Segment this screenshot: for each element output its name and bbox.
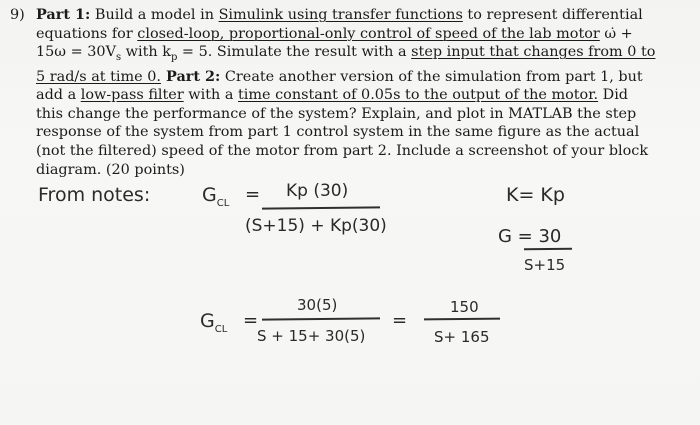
equals-sign: = (245, 184, 261, 205)
gcl-letter: G (202, 184, 217, 206)
text-segment: to represent differential (462, 7, 643, 23)
text-segment: equations for (36, 25, 138, 42)
fraction-bar-2 (262, 317, 380, 320)
text-segment: = 5. Simulate the result with a (177, 44, 412, 61)
fraction-bar-1 (262, 206, 380, 209)
gcl-subscript: CL (216, 197, 230, 209)
equals-sign-2: = (243, 310, 259, 331)
denominator-1: (S+15) + Kp(30) (245, 216, 387, 236)
problem-line-1 (10, 6, 690, 25)
problem-line-6: this change the performance of the system? Explain, and plot in MATLAB the step (36, 105, 637, 122)
denominator-2: S + 15+ 30(5) (257, 327, 366, 345)
part2-label: Part 2: (161, 67, 221, 85)
equals-sign-3: = (392, 310, 408, 331)
numerator-3: 150 (450, 298, 479, 316)
text-segment: Did (598, 87, 629, 104)
underlined-text: closed-loop, proportional-only control of speed of the lab motor (137, 25, 600, 42)
subscript: p (170, 52, 178, 64)
problem-line-4 (10, 68, 690, 87)
gcl2-symbol (200, 310, 227, 335)
subscript: s (115, 52, 122, 64)
problem-line-3 (10, 43, 690, 67)
numerator-2: 30(5) (297, 296, 338, 314)
text-segment: Build a model in (90, 7, 219, 23)
text-segment: ω̇ + (599, 25, 633, 42)
problem-line-8: (not the filtered) speed of the motor from part 2. Include a screenshot of your block (36, 143, 649, 160)
gcl2-letter: G (200, 310, 215, 332)
fraction-bar-3 (424, 318, 500, 321)
underlined-text: 5 rad/s at time 0. (36, 68, 161, 85)
text-segment: with k (121, 44, 171, 61)
from-notes-label: From notes: (38, 184, 151, 206)
text-segment: Create another version of the simulation from part 1, but (220, 68, 643, 85)
k-equation: K= Kp (506, 184, 565, 206)
numerator-1: Kp (30) (286, 181, 349, 201)
problem-text (10, 6, 690, 179)
g-equation: G = 30 (498, 226, 562, 247)
text-segment: add a (36, 87, 81, 104)
fraction-bar-g (524, 248, 572, 251)
text-segment: with a (183, 87, 238, 104)
problem-line-5 (10, 86, 690, 105)
gcl2-subscript: CL (214, 323, 228, 335)
g-denominator: S+15 (524, 256, 566, 274)
part1-label: Part 1: (36, 6, 91, 23)
underlined-text: time constant of 0.05s to the output of the motor. (237, 87, 599, 104)
gcl-symbol (202, 184, 229, 209)
text-segment: 15ω = 30V (36, 44, 116, 61)
denominator-3: S+ 165 (434, 328, 490, 346)
problem-line-7: response of the system from part 1 control system in the same figure as the actual (36, 124, 640, 141)
underlined-text: low-pass filter (80, 87, 184, 104)
question-number: 9) (10, 7, 25, 23)
problem-line-2 (10, 25, 690, 44)
underlined-text: Simulink using transfer functions (218, 7, 463, 23)
problem-line-9: diagram. (20 points) (36, 161, 185, 178)
underlined-text: step input that changes from 0 to (411, 44, 656, 61)
